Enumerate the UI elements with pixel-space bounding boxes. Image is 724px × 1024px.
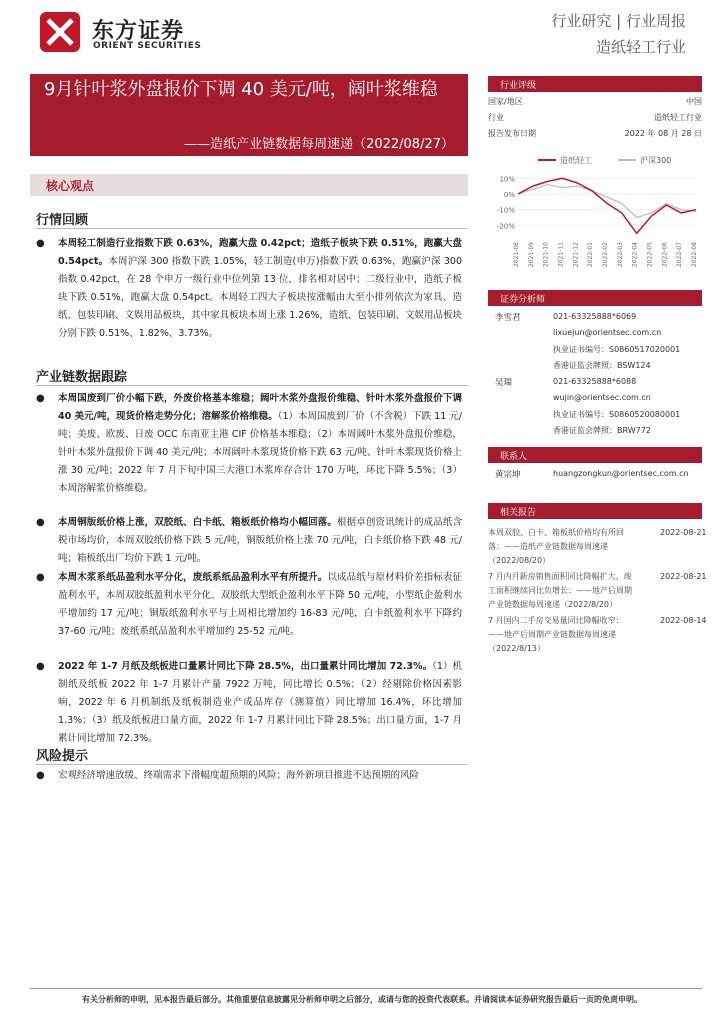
divider bbox=[36, 228, 468, 229]
x-tick-label: 2021-11 bbox=[557, 242, 565, 268]
analyst-cert: 执业证书编号：S0860520080001 bbox=[553, 410, 681, 419]
analyst-name: 李雪君 bbox=[495, 313, 521, 323]
related-report-link[interactable]: 7 月国内二手房交易量同比降幅收窄：——地产后周期产业链数据每周速递（2022/8/13） bbox=[488, 616, 624, 653]
paragraph: 宏观经济增速放缓、终端需求下滑幅度超预期的风险；海外新项目推进不达预期的风险 bbox=[58, 770, 420, 781]
related-label: 相关报告 bbox=[500, 508, 537, 518]
related-report-link[interactable]: 本周双胶、白卡、箱板纸价格均有所回落：——造纸产业链数据每周速递（2022/08/20） bbox=[488, 528, 624, 565]
x-tick-label: 2022-02 bbox=[602, 242, 609, 268]
related-bar bbox=[488, 503, 702, 519]
bullet-icon: ● bbox=[36, 770, 45, 781]
paragraph: 本周铜版纸价格上涨，双胶纸、白卡纸、箱板纸价格均小幅回落。根据卓创资讯统计的成品纸含税市场均价，本周双胶纸价格下跌 5 元/吨，铜版纸价格上涨 70 元/吨，白卡纸价格下跌 48 元/吨；箱板纸出厂均价下跌 1 元/吨。 bbox=[58, 517, 462, 564]
bullet-icon: ● bbox=[36, 517, 45, 528]
rating-label: 行业评级 bbox=[500, 81, 537, 91]
paragraph: 2022 年 1-7 月纸及纸板进口量累计同比下降 28.5%，出口量累计同比增加 72.3%。（1）机制纸及纸板 2022 年 1-7 月累计产量 7922 万吨，同比增长 0.5%；（2）经剔除价格因素影响，2022 年 6 月机制纸及纸板制造业产成品库存（测算值）同比增加 16.4%，环比增加 1.3%；（3）纸及纸板进口量方面，2022 年 1-7 月累计同比下降 28.5%；出口量方面，1-7 月累计同比增加 72.3%。 bbox=[58, 661, 462, 744]
divider bbox=[36, 385, 468, 386]
analyst-email[interactable]: wujin@orientsec.com.cn bbox=[553, 393, 651, 402]
footer-disclaimer: 有关分析师的申明，见本报告最后部分。其他重要信息披露见分析师申明之后部分，或请与您的投资代表联系。并请阅读本证券研究报告最后一页的免责申明。 bbox=[82, 995, 642, 1004]
page-subtitle: ——造纸产业链数据每周速递（2022/08/27） bbox=[184, 137, 454, 152]
section-heading: 风险提示 bbox=[36, 749, 89, 764]
bullet-icon: ● bbox=[36, 238, 45, 249]
y-tick-label: 0% bbox=[503, 191, 515, 199]
logo-text: 东方证券 bbox=[92, 19, 185, 44]
y-tick-label: -10% bbox=[496, 206, 515, 215]
section-heading: 行情回顾 bbox=[36, 213, 89, 228]
page-title: 9月针叶浆外盘报价下调 40 美元/吨，阔叶浆维稳 bbox=[44, 79, 438, 100]
report-category: 行业研究 | 行业周报 bbox=[551, 12, 686, 30]
bullet-icon: ● bbox=[36, 393, 45, 404]
x-tick-label: 2022-08 bbox=[691, 242, 698, 268]
paragraph: 本周轻工制造行业指数下跌 0.63%，跑赢大盘 0.42pct；造纸子板块下跌 0.51%，跑赢大盘 0.54pct。本周沪深 300 指数下跌 1.05%，轻工制造(申万)指数下跌 0.63%，跑赢沪深 300 指数 0.42pct，在 28 个申万一级行业中位列第 13 位，排名相对居中；二级行业中，造纸子板块下跌 0.51%，跑赢大盘 0.54pct。本周轻工四大子板块按涨幅由大至小排列依次为家具、造纸、包装印刷、文娱用品板块，其中家具板块本周上涨 1.26%，造纸、包装印刷、文娱用品板块分别下跌 0.51%、1.82%、3.73%。 bbox=[58, 238, 462, 339]
analyst-phone: 021-63325888*6088 bbox=[553, 377, 637, 386]
x-tick-label: 2021-10 bbox=[542, 242, 550, 268]
paragraph: 本周国废到厂价小幅下跌，外废价格基本维稳；阔叶木浆外盘报价维稳、针叶木浆外盘报价下调 40 美元/吨，现货价格走势分化；溶解浆价格维稳。（1）本周国废到厂价（不含税）下跌 11 元/吨；美废、欧废、日废 OCC 东南亚主港 CIF 价格基本维稳；（2）本周阔叶木浆外盘报价维稳，针叶木浆外盘报价下调 40 美元/吨；本周阔叶木浆现货价格下跌 63 元/吨、针叶木浆现货价格上涨 30 元/吨；2022 年 7 月下旬中国三大港口木浆库存合计 170 万吨，环比下降 5.5%；（3）本周溶解浆价格维稳。 bbox=[58, 393, 463, 494]
contact-email[interactable]: huangzongkun@orientsec.com.cn bbox=[553, 469, 689, 478]
contact-bar bbox=[488, 447, 702, 463]
y-tick-label: -20% bbox=[496, 222, 515, 231]
contact-label: 联系人 bbox=[500, 452, 528, 462]
analyst-cert: 执业证书编号：S0860517020001 bbox=[553, 345, 681, 354]
title-banner bbox=[30, 74, 468, 156]
legend-label: 造纸轻工 bbox=[560, 156, 592, 165]
bullet-icon: ● bbox=[36, 661, 45, 672]
report-industry: 造纸轻工行业 bbox=[595, 38, 686, 56]
x-tick-label: 2022-04 bbox=[631, 242, 639, 268]
paragraph: 本周木浆系纸品盈利水平分化，废纸系纸品盈利水平有所提升。以成品纸与原材料价差指标表征盈利水平，本周双胶纸盈利水平分化、双胶纸大型纸企盈利水平下降 50 元/吨，小型纸企盈利水平增加约 17 元/吨；铜版纸盈利水平与上周相比增加约 16-83 元/吨，白卡纸盈利水平下降约 37-60 元/吨；废纸系纸品盈利水平增加约 25-52 元/吨。 bbox=[58, 572, 462, 637]
y-tick-label: 10% bbox=[499, 175, 515, 184]
x-tick-label: 2022-01 bbox=[587, 242, 595, 268]
related-report-date: 2022-08-21 bbox=[660, 528, 707, 537]
info-row: 国家/地区 中国 bbox=[488, 97, 702, 106]
x-tick-label: 2021-09 bbox=[527, 242, 535, 268]
analyst-label: 证券分析师 bbox=[500, 295, 546, 305]
x-tick-label: 2021-08 bbox=[513, 242, 520, 268]
legend-label: 沪深300 bbox=[640, 156, 672, 165]
info-row: 行业 造纸轻工行业 bbox=[488, 113, 702, 122]
related-report-date: 2022-08-21 bbox=[660, 572, 707, 581]
x-tick-label: 2022-07 bbox=[676, 242, 684, 268]
series-line-benchmark bbox=[518, 185, 696, 218]
footer-divider bbox=[30, 988, 702, 989]
x-tick-label: 2022-03 bbox=[616, 242, 624, 268]
analyst-license: 香港证监会牌照：BSW124 bbox=[553, 361, 651, 370]
related-report-link[interactable]: 7 月内月新房销售面积同比降幅扩大、竣工面积继续同比负增长：——地产后周期产业链数据每周速递（2022/8/20） bbox=[488, 572, 632, 609]
contact-name: 黄宗坤 bbox=[495, 470, 521, 480]
info-row: 报告发布日期 2022 年 08 月 28 日 bbox=[488, 129, 702, 138]
divider bbox=[36, 764, 468, 765]
analyst-email[interactable]: lixuejun@orientsec.com.cn bbox=[553, 328, 662, 337]
section-heading: 产业链数据跟踪 bbox=[36, 370, 128, 385]
logo-subtext: ORIENT SECURITIES bbox=[93, 41, 202, 51]
analyst-name: 吴瑞 bbox=[495, 378, 513, 388]
related-report-date: 2022-08-14 bbox=[660, 616, 707, 625]
x-tick-label: 2022-06 bbox=[661, 242, 669, 268]
analyst-bar bbox=[488, 290, 702, 306]
analyst-phone: 021-63325888*6069 bbox=[553, 312, 637, 321]
rating-value: 看好（维持） bbox=[640, 81, 700, 92]
x-tick-label: 2021-12 bbox=[572, 242, 580, 268]
core-opinion-label: 核心观点 bbox=[46, 179, 95, 193]
bullet-icon: ● bbox=[36, 572, 45, 583]
core-opinion-bar bbox=[30, 174, 468, 196]
performance-chart bbox=[488, 150, 702, 280]
logo-icon bbox=[40, 12, 80, 52]
analyst-license: 香港证监会牌照：BRW772 bbox=[553, 426, 651, 435]
x-tick-label: 2022-05 bbox=[646, 242, 654, 268]
